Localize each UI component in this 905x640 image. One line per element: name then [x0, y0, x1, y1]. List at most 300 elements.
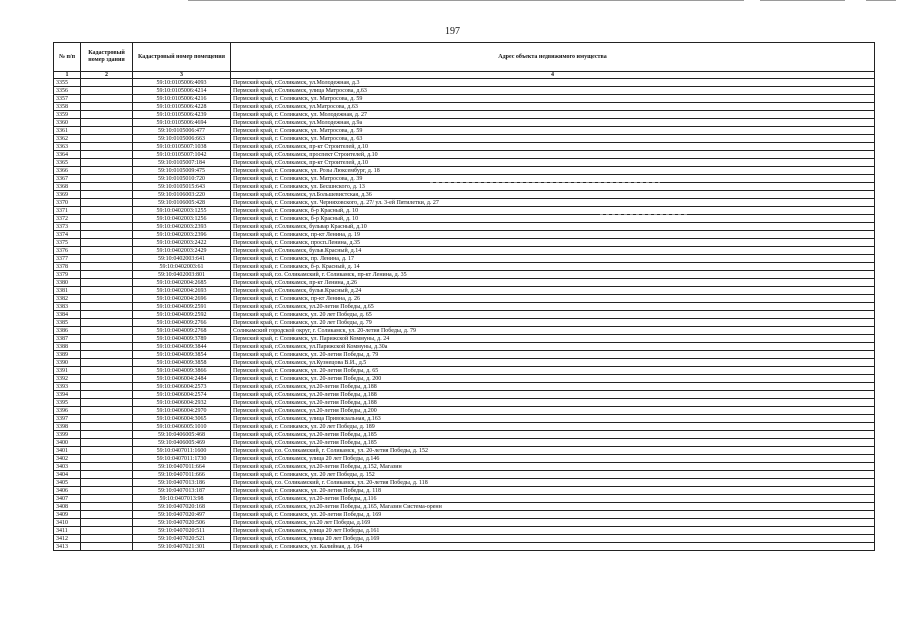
row-number-cell: 3403	[54, 463, 81, 471]
building-cadastral-cell	[81, 407, 133, 415]
table-row	[54, 455, 875, 463]
building-cadastral-cell	[81, 383, 133, 391]
row-number-cell: 3379	[54, 271, 81, 279]
premises-cadastral-cell: 59:10:0406004:2574	[133, 391, 231, 399]
premises-cadastral-cell: 59:10:0404009:2766	[133, 319, 231, 327]
building-cadastral-cell	[81, 199, 133, 207]
table-row	[54, 423, 875, 431]
page-number: 197	[445, 26, 460, 37]
building-cadastral-cell	[81, 183, 133, 191]
address-cell: Пермский край, г. Соликамск, пр. Ленина, д. 17	[231, 255, 875, 263]
table-row	[54, 527, 875, 535]
row-number-cell: 3397	[54, 415, 81, 423]
building-cadastral-cell	[81, 543, 133, 551]
building-cadastral-cell	[81, 479, 133, 487]
table-row	[54, 199, 875, 207]
premises-cadastral-cell: 59:10:0404009:3844	[133, 343, 231, 351]
row-number-cell: 3410	[54, 519, 81, 527]
table-row	[54, 367, 875, 375]
address-cell: Пермский край, г.о. Соликамский, г. Соликамск, пр-кт Ленина, д. 35	[231, 271, 875, 279]
building-cadastral-cell	[81, 351, 133, 359]
building-cadastral-cell	[81, 327, 133, 335]
address-cell: Пермский край, г.о. Соликамский, г. Соликамск, ул. 20-летия Победы, д. 118	[231, 479, 875, 487]
address-cell: Пермский край, г.Соликамск, улица Матросова, д.63	[231, 87, 875, 95]
building-cadastral-cell	[81, 79, 133, 87]
premises-cadastral-cell: 59:10:0407011:664	[133, 463, 231, 471]
table-row	[54, 463, 875, 471]
building-cadastral-cell	[81, 311, 133, 319]
building-cadastral-cell	[81, 263, 133, 271]
premises-cadastral-cell: 59:10:0406004:3065	[133, 415, 231, 423]
building-cadastral-cell	[81, 135, 133, 143]
building-cadastral-cell	[81, 471, 133, 479]
premises-cadastral-cell: 59:10:0406004:2932	[133, 399, 231, 407]
table-body	[54, 79, 875, 551]
building-cadastral-cell	[81, 343, 133, 351]
address-cell: Пермский край, г. Соликамск, ул. 20 лет Победы, д. 79	[231, 319, 875, 327]
address-cell: Пермский край, г. Соликамск, ул. Парижской Коммуны, д. 24	[231, 335, 875, 343]
premises-cadastral-cell: 59:10:0404009:2592	[133, 311, 231, 319]
row-number-cell: 3387	[54, 335, 81, 343]
address-cell: Пермский край, г. Соликамск, ул. 20 лет Победы, д. 189	[231, 423, 875, 431]
row-number-cell: 3366	[54, 167, 81, 175]
address-cell: Пермский край, г.Соликамск, улица 20 лет Победы, д.146	[231, 455, 875, 463]
scan-edge-line	[760, 0, 845, 1]
building-cadastral-cell	[81, 503, 133, 511]
address-cell: Пермский край, г.Соликамск, ул.Большевистская, д.36	[231, 191, 875, 199]
row-number-cell: 3370	[54, 199, 81, 207]
building-cadastral-cell	[81, 295, 133, 303]
address-cell: Пермский край, г.Соликамск, улица 20 лет Победы, д.161	[231, 527, 875, 535]
row-number-cell: 3377	[54, 255, 81, 263]
premises-cadastral-cell: 59:10:0407013:186	[133, 479, 231, 487]
table-row	[54, 159, 875, 167]
row-number-cell: 3386	[54, 327, 81, 335]
row-number-cell: 3409	[54, 511, 81, 519]
premises-cadastral-cell: 59:10:0402003:2422	[133, 239, 231, 247]
table-row	[54, 319, 875, 327]
row-number-cell: 3358	[54, 103, 81, 111]
premises-cadastral-cell: 59:10:0105006:4214	[133, 87, 231, 95]
row-number-cell: 3405	[54, 479, 81, 487]
building-cadastral-cell	[81, 127, 133, 135]
premises-cadastral-cell: 59:10:0105006:4694	[133, 119, 231, 127]
premises-cadastral-cell: 59:10:0402003:801	[133, 271, 231, 279]
table-header-row	[54, 43, 875, 72]
building-cadastral-cell	[81, 431, 133, 439]
building-cadastral-cell	[81, 535, 133, 543]
building-cadastral-cell	[81, 191, 133, 199]
row-number-cell: 3373	[54, 223, 81, 231]
building-cadastral-cell	[81, 359, 133, 367]
table-row	[54, 87, 875, 95]
table-row	[54, 543, 875, 551]
row-number-cell: 3390	[54, 359, 81, 367]
table-row	[54, 519, 875, 527]
table-row	[54, 263, 875, 271]
table-row	[54, 287, 875, 295]
address-cell: Пермский край, г. Соликамск, б-р Красный, д. 10	[231, 207, 875, 215]
address-cell: Пермский край, г. Соликамск, ул. Молодежная, д. 27	[231, 111, 875, 119]
scan-artifact-line	[600, 214, 690, 215]
row-number-cell: 3392	[54, 375, 81, 383]
premises-cadastral-cell: 59:10:0404009:3866	[133, 367, 231, 375]
address-cell: Пермский край, г.Соликамск, ул.Молодежная, д.3	[231, 79, 875, 87]
building-cadastral-cell	[81, 423, 133, 431]
row-number-cell: 3384	[54, 311, 81, 319]
address-cell: Пермский край, г.Соликамск, ул.20-летия Победы, д.165, Магазин Система-оренн	[231, 503, 875, 511]
row-number-cell: 3361	[54, 127, 81, 135]
address-cell: Пермский край, г.Соликамск, ул.Матросова, д.63	[231, 103, 875, 111]
premises-cadastral-cell: 59:10:0407020:521	[133, 535, 231, 543]
address-cell: Соликамский городской округ, г. Соликамск, ул. 20-летия Победы, д. 79	[231, 327, 875, 335]
premises-cadastral-cell: 59:10:0402003:2396	[133, 231, 231, 239]
building-cadastral-cell	[81, 287, 133, 295]
table-row	[54, 343, 875, 351]
table-row	[54, 191, 875, 199]
row-number-cell: 3369	[54, 191, 81, 199]
table-row	[54, 487, 875, 495]
table-row	[54, 183, 875, 191]
row-number-cell: 3363	[54, 143, 81, 151]
premises-cadastral-cell: 59:10:0406005:1010	[133, 423, 231, 431]
building-cadastral-cell	[81, 151, 133, 159]
premises-cadastral-cell: 59:10:0402004:2693	[133, 287, 231, 295]
column-number: 3	[133, 72, 231, 79]
table-row	[54, 207, 875, 215]
row-number-cell: 3360	[54, 119, 81, 127]
row-number-cell: 3367	[54, 175, 81, 183]
address-cell: Пермский край, г.Соликамск, ул.20-летия Победы, д.188	[231, 391, 875, 399]
row-number-cell: 3400	[54, 439, 81, 447]
address-cell: Пермский край, г. Соликамск, ул. 20 лет Победы, д. 65	[231, 311, 875, 319]
address-cell: Пермский край, г. Соликамск, ул. Матросова, д. 59	[231, 95, 875, 103]
premises-cadastral-cell: 59:10:0406005:468	[133, 431, 231, 439]
table-row	[54, 383, 875, 391]
address-cell: Пермский край, г.Соликамск, ул.Кузнецова В.И., д.5	[231, 359, 875, 367]
table-row	[54, 375, 875, 383]
table-row	[54, 359, 875, 367]
building-cadastral-cell	[81, 223, 133, 231]
address-cell: Пермский край, г.Соликамск, улица Привокзальная, д.163	[231, 415, 875, 423]
table-row	[54, 143, 875, 151]
building-cadastral-cell	[81, 335, 133, 343]
premises-cadastral-cell: 59:10:0105006:4216	[133, 95, 231, 103]
row-number-cell: 3406	[54, 487, 81, 495]
premises-cadastral-cell: 59:10:0402003:61	[133, 263, 231, 271]
table-row	[54, 391, 875, 399]
table-row	[54, 103, 875, 111]
table-row	[54, 151, 875, 159]
row-number-cell: 3355	[54, 79, 81, 87]
address-cell: Пермский край, г.Соликамск, пр-кт Ленина, д.26	[231, 279, 875, 287]
premises-cadastral-cell: 59:10:0106003:220	[133, 191, 231, 199]
premises-cadastral-cell: 59:10:0404009:2768	[133, 327, 231, 335]
building-cadastral-cell	[81, 303, 133, 311]
table-row	[54, 351, 875, 359]
premises-cadastral-cell: 59:10:0402003:1255	[133, 207, 231, 215]
table-row	[54, 503, 875, 511]
premises-cadastral-cell: 59:10:0105006:4239	[133, 111, 231, 119]
row-number-cell: 3399	[54, 431, 81, 439]
row-number-cell: 3395	[54, 399, 81, 407]
building-cadastral-cell	[81, 103, 133, 111]
address-cell: Пермский край, г. Соликамск, ул. 20-летия Победы, д. 200	[231, 375, 875, 383]
building-cadastral-cell	[81, 439, 133, 447]
building-cadastral-cell	[81, 495, 133, 503]
address-cell: Пермский край, г.Соликамск, ул.20 лет Победы, д.169	[231, 519, 875, 527]
building-cadastral-cell	[81, 175, 133, 183]
premises-cadastral-cell: 59:10:0404009:3789	[133, 335, 231, 343]
row-number-cell: 3376	[54, 247, 81, 255]
building-cadastral-cell	[81, 527, 133, 535]
address-cell: Пермский край, г. Соликамск, ул. 20-летия Победы, д. 79	[231, 351, 875, 359]
row-number-cell: 3383	[54, 303, 81, 311]
building-cadastral-cell	[81, 271, 133, 279]
building-cadastral-cell	[81, 255, 133, 263]
address-cell: Пермский край, г.Соликамск, ул.20-летия Победы, д.185	[231, 439, 875, 447]
premises-cadastral-cell: 59:10:0105015:643	[133, 183, 231, 191]
premises-cadastral-cell: 59:10:0406004:2970	[133, 407, 231, 415]
row-number-cell: 3364	[54, 151, 81, 159]
premises-cadastral-cell: 59:10:0404009:2591	[133, 303, 231, 311]
building-cadastral-cell	[81, 95, 133, 103]
table-row	[54, 231, 875, 239]
row-number-cell: 3357	[54, 95, 81, 103]
table-row	[54, 215, 875, 223]
premises-cadastral-cell: 59:10:0407011:1730	[133, 455, 231, 463]
premises-cadastral-cell: 59:10:0407013:98	[133, 495, 231, 503]
row-number-cell: 3394	[54, 391, 81, 399]
premises-cadastral-cell: 59:10:0106005:428	[133, 199, 231, 207]
building-cadastral-cell	[81, 399, 133, 407]
premises-cadastral-cell: 59:10:0402003:2393	[133, 223, 231, 231]
table-row	[54, 135, 875, 143]
address-cell: Пермский край, г.Соликамск, проспект Строителей, д.10	[231, 151, 875, 159]
table-row	[54, 279, 875, 287]
address-cell: Пермский край, г. Соликамск, ул. Матросова, д. 63	[231, 135, 875, 143]
address-cell: Пермский край, г.Соликамск, ул.20-летия Победы, д.116	[231, 495, 875, 503]
address-cell: Пермский край, г. Соликамск, ул. Черняховского, д. 27/ ул. 3-ей Пятилетки, д. 27	[231, 199, 875, 207]
building-cadastral-cell	[81, 207, 133, 215]
building-cadastral-cell	[81, 247, 133, 255]
building-cadastral-cell	[81, 111, 133, 119]
row-number-cell: 3389	[54, 351, 81, 359]
building-cadastral-cell	[81, 119, 133, 127]
address-cell: Пермский край, г. Соликамск, просп.Ленина, д.35	[231, 239, 875, 247]
building-cadastral-cell	[81, 375, 133, 383]
column-number: 2	[81, 72, 133, 79]
row-number-cell: 3385	[54, 319, 81, 327]
table-row	[54, 479, 875, 487]
row-number-cell: 3371	[54, 207, 81, 215]
premises-cadastral-cell: 59:10:0105010:720	[133, 175, 231, 183]
property-registry-table	[53, 42, 875, 551]
premises-cadastral-cell: 59:10:0406005:469	[133, 439, 231, 447]
row-number-cell: 3408	[54, 503, 81, 511]
table-row	[54, 111, 875, 119]
table-row	[54, 247, 875, 255]
premises-cadastral-cell: 59:10:0407013:187	[133, 487, 231, 495]
table-row	[54, 431, 875, 439]
row-number-cell: 3412	[54, 535, 81, 543]
address-cell: Пермский край, г. Соликамск, ул. 20-летия Победы, д. 169	[231, 511, 875, 519]
table-row	[54, 223, 875, 231]
table-row	[54, 167, 875, 175]
premises-cadastral-cell: 59:10:0407020:497	[133, 511, 231, 519]
building-cadastral-cell	[81, 447, 133, 455]
premises-cadastral-cell: 59:10:0407020:506	[133, 519, 231, 527]
address-cell: Пермский край, г. Соликамск, пр-кт Ленина, д. 19	[231, 231, 875, 239]
table-row	[54, 447, 875, 455]
address-cell: Пермский край, г. Соликамск, б-р. Красный, д. 14	[231, 263, 875, 271]
row-number-cell: 3365	[54, 159, 81, 167]
address-cell: Пермский край, г.о. Соликамский, г. Соликамск, ул. 20-летия Победы, д. 152	[231, 447, 875, 455]
building-cadastral-cell	[81, 511, 133, 519]
table-row	[54, 439, 875, 447]
premises-cadastral-cell: 59:10:0402003:2429	[133, 247, 231, 255]
row-number-cell: 3404	[54, 471, 81, 479]
address-cell: Пермский край, г. Соликамск, ул. Бесшнского, д. 13	[231, 183, 875, 191]
building-cadastral-cell	[81, 159, 133, 167]
table-row	[54, 415, 875, 423]
row-number-cell: 3382	[54, 295, 81, 303]
table-row	[54, 495, 875, 503]
row-number-cell: 3374	[54, 231, 81, 239]
building-cadastral-cell	[81, 279, 133, 287]
building-cadastral-cell	[81, 319, 133, 327]
address-cell: Пермский край, г. Соликамск, ул. Матросова, д. 39	[231, 175, 875, 183]
table-row	[54, 295, 875, 303]
table-row	[54, 407, 875, 415]
table-row	[54, 119, 875, 127]
table-row	[54, 399, 875, 407]
row-number-cell: 3396	[54, 407, 81, 415]
premises-cadastral-cell: 59:10:0406004:2573	[133, 383, 231, 391]
premises-cadastral-cell: 59:10:0105006:4228	[133, 103, 231, 111]
row-number-cell: 3380	[54, 279, 81, 287]
row-number-cell: 3398	[54, 423, 81, 431]
address-cell: Пермский край, г.Соликамск, ул.20-летия Победы, д.200	[231, 407, 875, 415]
row-number-cell: 3401	[54, 447, 81, 455]
row-number-cell: 3402	[54, 455, 81, 463]
address-cell: Пермский край, г.Соликамск, ул.20-летия Победы, д.188	[231, 399, 875, 407]
column-number: 4	[231, 72, 875, 79]
address-cell: Пермский край, г.Соликамск, ул.20-летия Победы, д.188	[231, 383, 875, 391]
table-row	[54, 535, 875, 543]
table-row	[54, 255, 875, 263]
row-number-cell: 3381	[54, 287, 81, 295]
premises-cadastral-cell: 59:10:0407011:666	[133, 471, 231, 479]
premises-cadastral-cell: 59:10:0105006:663	[133, 135, 231, 143]
header-building-cadastral: Кадастровый номер здания	[81, 43, 133, 72]
column-number-row	[54, 72, 875, 79]
building-cadastral-cell	[81, 487, 133, 495]
premises-cadastral-cell: 59:10:0105009:475	[133, 167, 231, 175]
premises-cadastral-cell: 59:10:0407020:511	[133, 527, 231, 535]
building-cadastral-cell	[81, 391, 133, 399]
address-cell: Пермский край, г.Соликамск, улица 20 лет Победы, д.169	[231, 535, 875, 543]
table-row	[54, 127, 875, 135]
row-number-cell: 3372	[54, 215, 81, 223]
address-cell: Пермский край, г. Соликамск, ул. Розы Люксембург, д. 18	[231, 167, 875, 175]
header-row-number: № п/п	[54, 43, 81, 72]
address-cell: Пермский край, г. Соликамск, б-р Красный, д. 10	[231, 215, 875, 223]
row-number-cell: 3368	[54, 183, 81, 191]
address-cell: Пермский край, г.Соликамск, ул.20-летия Победы, д.65	[231, 303, 875, 311]
address-cell: Пермский край, г.Соликамск, ул.20-летия Победы, д.152, Магазин	[231, 463, 875, 471]
address-cell: Пермский край, г.Соликамск, бульвар Красный, д.10	[231, 223, 875, 231]
row-number-cell: 3388	[54, 343, 81, 351]
row-number-cell: 3359	[54, 111, 81, 119]
table-row	[54, 311, 875, 319]
address-cell: Пермский край, г.Соликамск, пр-кт Строителей, д.10	[231, 159, 875, 167]
building-cadastral-cell	[81, 231, 133, 239]
address-cell: Пермский край, г.Соликамск, бульв.Красный, д.14	[231, 247, 875, 255]
premises-cadastral-cell: 59:10:0402003:1256	[133, 215, 231, 223]
building-cadastral-cell	[81, 143, 133, 151]
table-row	[54, 335, 875, 343]
row-number-cell: 3356	[54, 87, 81, 95]
premises-cadastral-cell: 59:10:0105007:1042	[133, 151, 231, 159]
row-number-cell: 3375	[54, 239, 81, 247]
table-row	[54, 303, 875, 311]
address-cell: Пермский край, г.Соликамск, ул.Молодежная, д.9а	[231, 119, 875, 127]
premises-cadastral-cell: 59:10:0407020:168	[133, 503, 231, 511]
premises-cadastral-cell: 59:10:0402003:641	[133, 255, 231, 263]
building-cadastral-cell	[81, 519, 133, 527]
address-cell: Пермский край, г. Соликамск, ул. Матросова, д. 59	[231, 127, 875, 135]
row-number-cell: 3393	[54, 383, 81, 391]
building-cadastral-cell	[81, 415, 133, 423]
row-number-cell: 3391	[54, 367, 81, 375]
table-row	[54, 95, 875, 103]
premises-cadastral-cell: 59:10:0105007:184	[133, 159, 231, 167]
building-cadastral-cell	[81, 215, 133, 223]
building-cadastral-cell	[81, 463, 133, 471]
row-number-cell: 3378	[54, 263, 81, 271]
table-row	[54, 239, 875, 247]
premises-cadastral-cell: 59:10:0105007:1038	[133, 143, 231, 151]
address-cell: Пермский край, г. Соликамск, пр-кт Ленина, д. 26	[231, 295, 875, 303]
address-cell: Пермский край, г. Соликамск, ул. 20 лет Победы, д. 152	[231, 471, 875, 479]
table-row	[54, 471, 875, 479]
building-cadastral-cell	[81, 239, 133, 247]
premises-cadastral-cell: 59:10:0404009:3854	[133, 351, 231, 359]
scan-edge-line	[188, 0, 744, 1]
address-cell: Пермский край, г.Соликамск, бульв.Красный, д.24	[231, 287, 875, 295]
table-row	[54, 511, 875, 519]
table-row	[54, 271, 875, 279]
building-cadastral-cell	[81, 367, 133, 375]
row-number-cell: 3413	[54, 543, 81, 551]
header-premises-cadastral: Кадастровый номер помещения	[133, 43, 231, 72]
building-cadastral-cell	[81, 167, 133, 175]
row-number-cell: 3407	[54, 495, 81, 503]
row-number-cell: 3411	[54, 527, 81, 535]
premises-cadastral-cell: 59:10:0406004:2484	[133, 375, 231, 383]
premises-cadastral-cell: 59:10:0404009:3858	[133, 359, 231, 367]
building-cadastral-cell	[81, 87, 133, 95]
header-address: Адрес объекта недвижимого имущества	[231, 43, 875, 72]
address-cell: Пермский край, г. Соликамск, ул. 20-летия Победы, д. 118	[231, 487, 875, 495]
address-cell: Пермский край, г.Соликамск, ул.Парижской Коммуны, д.30а	[231, 343, 875, 351]
address-cell: Пермский край, г.Соликамск, ул.20-летия Победы, д.185	[231, 431, 875, 439]
building-cadastral-cell	[81, 455, 133, 463]
premises-cadastral-cell: 59:10:0407011:1600	[133, 447, 231, 455]
scan-edge-line	[866, 0, 896, 1]
premises-cadastral-cell: 59:10:0105006:4093	[133, 79, 231, 87]
